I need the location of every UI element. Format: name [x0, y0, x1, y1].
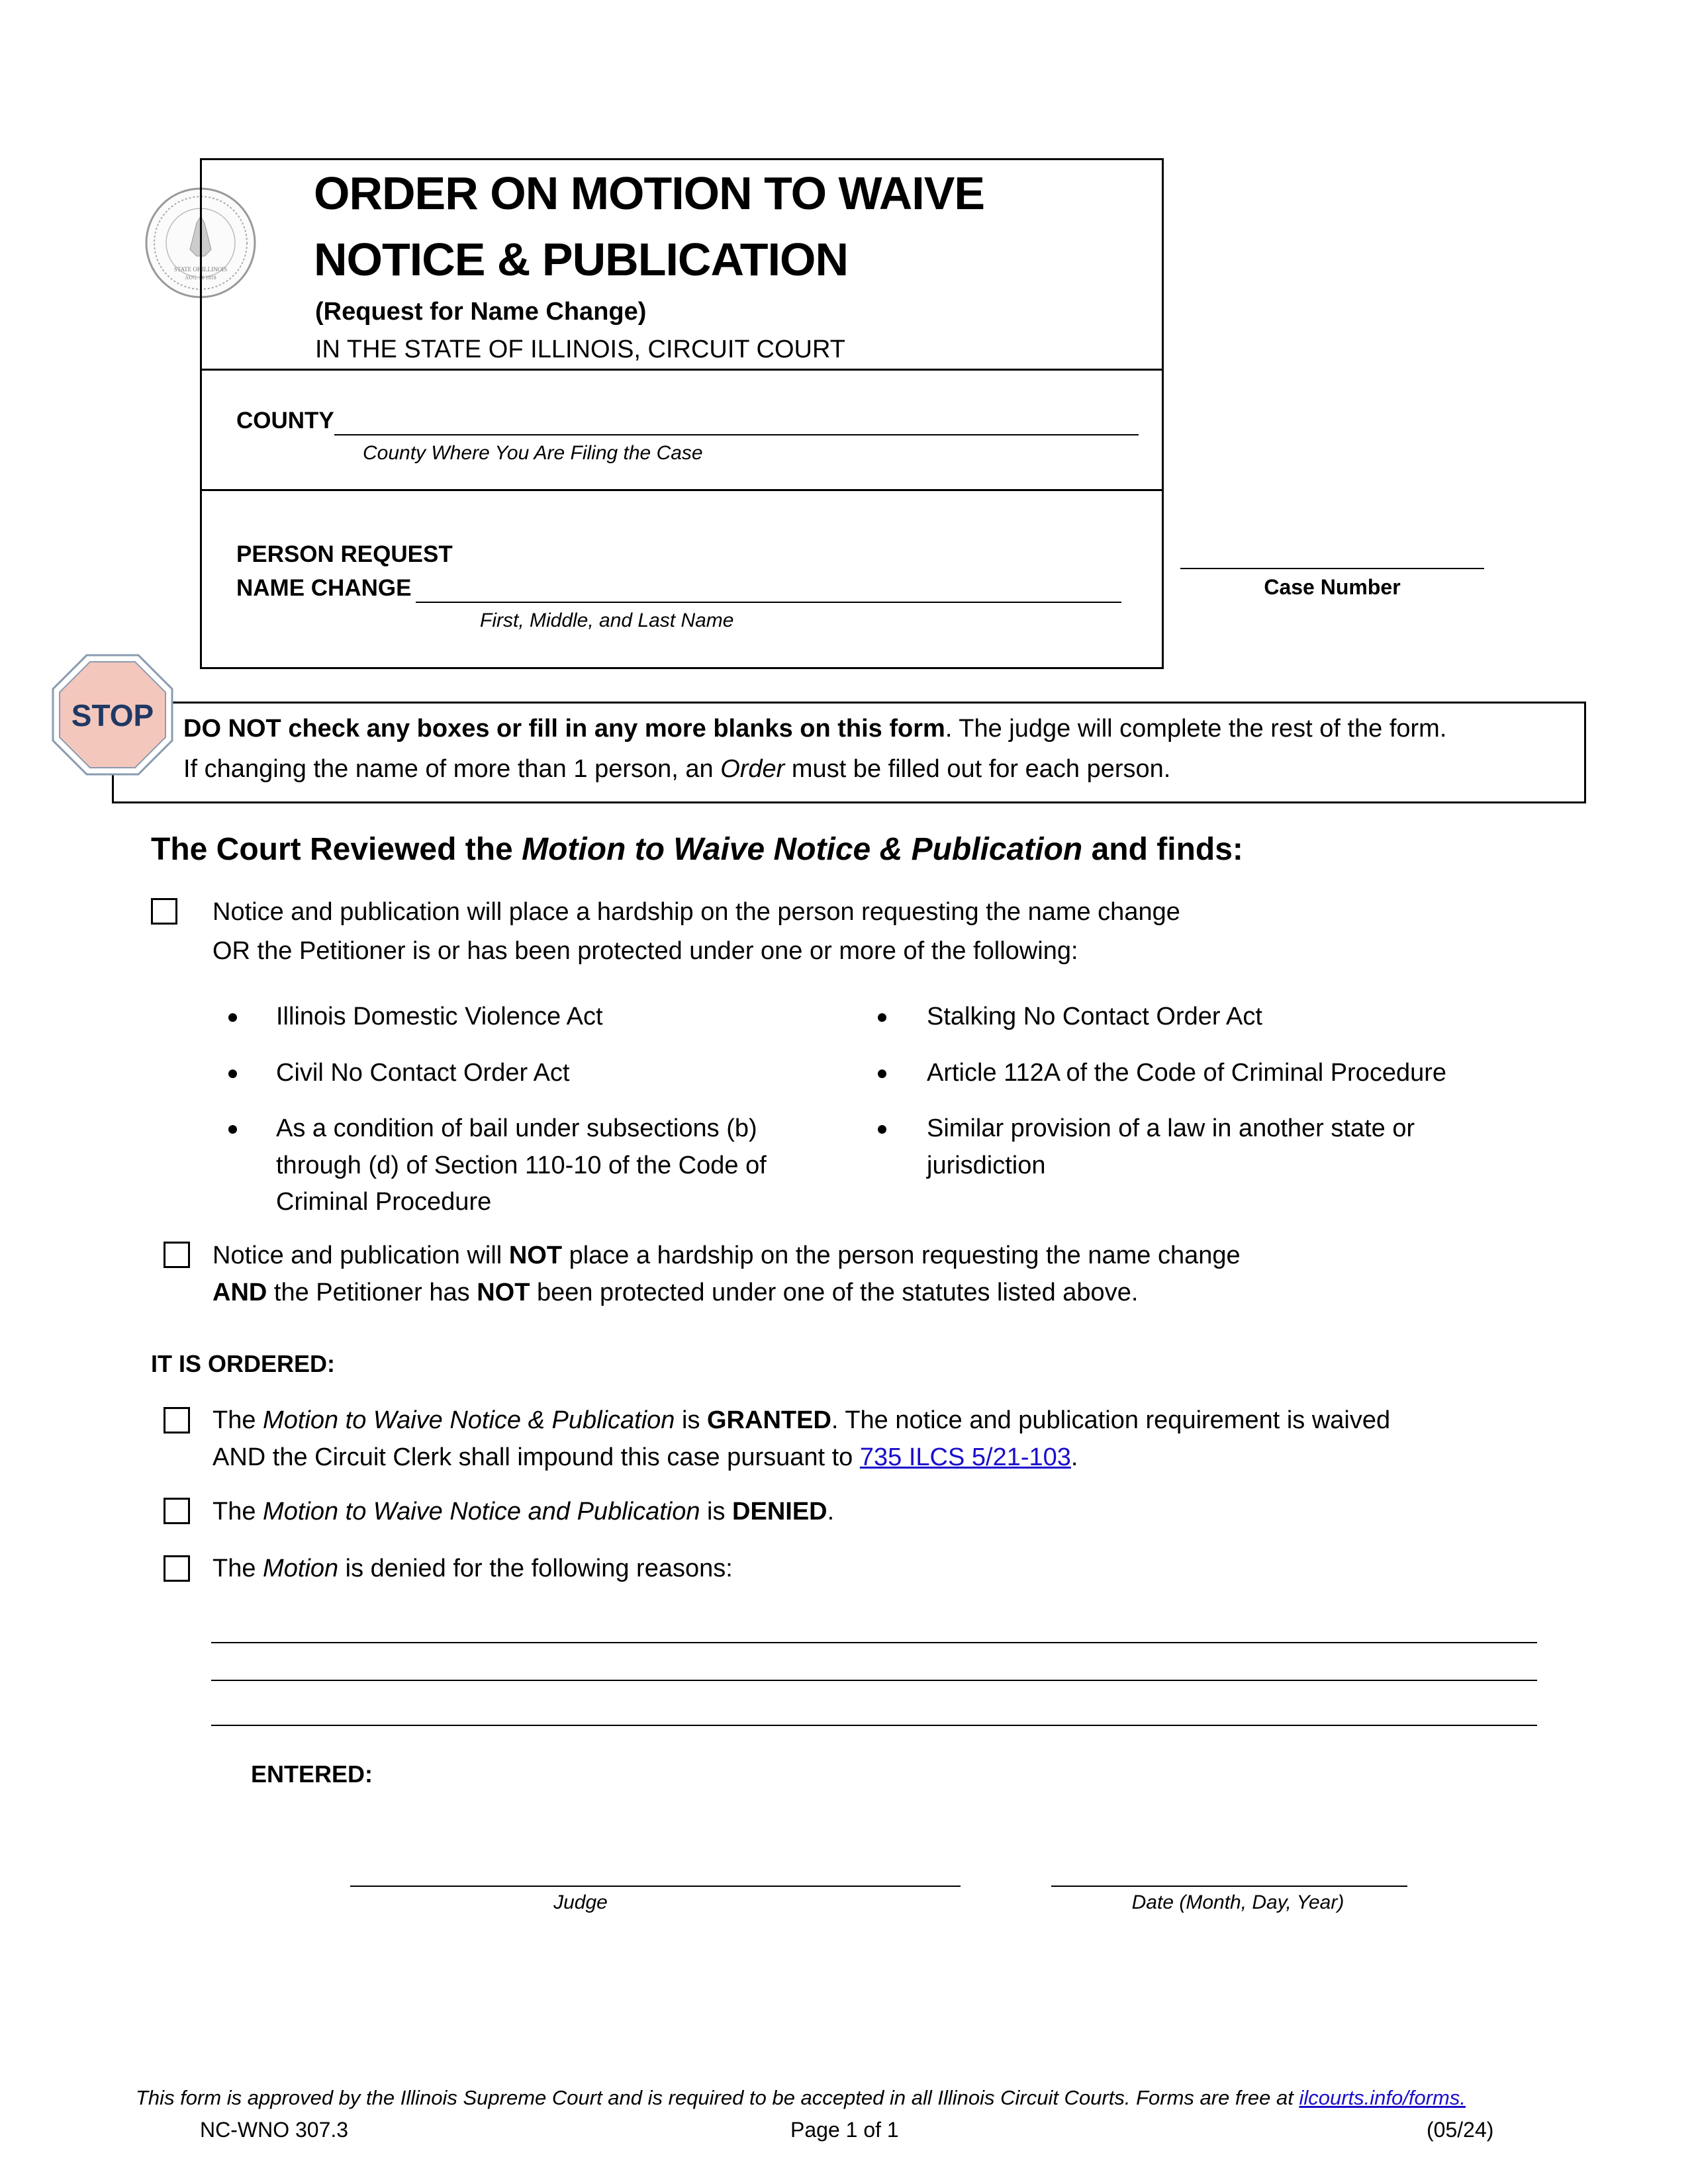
- stop-line1: [183, 715, 1446, 743]
- text: is: [675, 1406, 707, 1434]
- reason-field-2[interactable]: [211, 1680, 1537, 1681]
- text: The: [212, 1498, 263, 1525]
- county-hint: County Where You Are Filing the Case: [363, 442, 703, 464]
- statute-item: Article 112A of the Code of Criminal Procedure: [927, 1059, 1447, 1087]
- judge-signature-field[interactable]: [350, 1886, 961, 1887]
- text: AND the Circuit Clerk shall impound this case pursuant to: [212, 1443, 860, 1471]
- no-hardship-line2: [212, 1274, 1138, 1311]
- statute-item: Stalking No Contact Order Act: [927, 1003, 1262, 1030]
- text-bold: GRANTED: [707, 1406, 831, 1434]
- statute-item: Civil No Contact Order Act: [276, 1059, 570, 1087]
- granted-checkbox[interactable]: [164, 1407, 190, 1433]
- text: is: [700, 1498, 733, 1525]
- bullet-icon: [228, 1069, 237, 1078]
- form-subtitle: (Request for Name Change): [315, 298, 647, 326]
- hardship-checkbox[interactable]: [151, 898, 177, 925]
- text-bold: NOT: [477, 1279, 530, 1306]
- denied-checkbox[interactable]: [164, 1498, 190, 1524]
- case-number-label: Case Number: [1264, 575, 1401, 599]
- reason-field-1[interactable]: [211, 1642, 1537, 1643]
- text-bold: DENIED: [732, 1498, 827, 1525]
- page-number: Page 1 of 1: [790, 2118, 899, 2142]
- forms-link[interactable]: ilcourts.info/forms.: [1299, 2086, 1466, 2109]
- text: .: [827, 1498, 835, 1525]
- statute-item-cont: Criminal Procedure: [276, 1188, 492, 1216]
- stop-line2: [183, 755, 1170, 784]
- date-label: Date (Month, Day, Year): [1131, 1891, 1344, 1913]
- form-title-line2: NOTICE & PUBLICATION: [314, 234, 849, 285]
- case-number-field[interactable]: [1180, 568, 1484, 569]
- text-bold: AND: [212, 1279, 267, 1306]
- bullet-icon: [228, 1013, 237, 1022]
- court-name: IN THE STATE OF ILLINOIS, CIRCUIT COURT: [315, 336, 845, 363]
- statute-item: Illinois Domestic Violence Act: [276, 1003, 603, 1030]
- footer-notice-text: This form is approved by the Illinois Supreme Court and is required to be accepted in all Illinois Circuit Courts. Forms are free at: [136, 2086, 1299, 2109]
- hardship-line2: OR the Petitioner is or has been protected under one or more of the following:: [212, 937, 1078, 965]
- text: is denied for the following reasons:: [338, 1555, 733, 1582]
- stop-line2-pre: If changing the name of more than 1 person, an: [183, 755, 721, 783]
- person-name-field[interactable]: [416, 602, 1121, 603]
- heading-italic: Motion to Waive Notice & Publication: [522, 832, 1083, 867]
- county-label: COUNTY: [236, 408, 334, 433]
- stop-sign-icon: [50, 653, 175, 777]
- entered-label: ENTERED:: [251, 1760, 373, 1788]
- county-field[interactable]: [334, 434, 1139, 435]
- text: been protected under one of the statutes listed above.: [530, 1279, 1139, 1306]
- person-name-hint: First, Middle, and Last Name: [480, 610, 734, 631]
- text: The: [212, 1406, 263, 1434]
- stop-sign-text: STOP: [71, 698, 154, 733]
- text-italic: Motion to Waive Notice and Publication: [263, 1498, 700, 1525]
- bullet-icon: [878, 1013, 886, 1022]
- granted-line1: [212, 1402, 1390, 1439]
- denied-line: [212, 1493, 834, 1530]
- stop-warning-rest: . The judge will complete the rest of the form.: [945, 715, 1447, 743]
- date-field[interactable]: [1051, 1886, 1407, 1887]
- denied-reasons-checkbox[interactable]: [164, 1555, 190, 1582]
- statute-item-cont: jurisdiction: [927, 1152, 1046, 1179]
- bullet-icon: [228, 1125, 237, 1134]
- text: place a hardship on the person requesting the name change: [562, 1242, 1241, 1269]
- heading-post: and finds:: [1082, 832, 1243, 867]
- text: The: [212, 1555, 263, 1582]
- heading-pre: The Court Reviewed the: [151, 832, 522, 867]
- findings-heading: [151, 831, 1243, 868]
- statute-item: Similar provision of a law in another state or: [927, 1115, 1415, 1142]
- text: .: [1070, 1443, 1078, 1471]
- text: Notice and publication will: [212, 1242, 509, 1269]
- form-version: (05/24): [1427, 2118, 1494, 2142]
- caption-divider: [200, 489, 1164, 491]
- no-hardship-checkbox[interactable]: [164, 1242, 190, 1268]
- text: the Petitioner has: [267, 1279, 477, 1306]
- text-italic: Motion to Waive Notice & Publication: [263, 1406, 675, 1434]
- statute-item: As a condition of bail under subsections (b): [276, 1115, 757, 1142]
- granted-line2: [212, 1439, 1078, 1476]
- denied-reasons-line: [212, 1550, 733, 1587]
- order-heading: IT IS ORDERED:: [151, 1350, 336, 1377]
- hardship-line1: Notice and publication will place a hardship on the person requesting the name change: [212, 898, 1180, 926]
- statute-item-cont: through (d) of Section 110-10 of the Code of: [276, 1152, 767, 1179]
- person-label-line1: PERSON REQUEST: [236, 541, 453, 567]
- caption-divider: [200, 369, 1164, 371]
- judge-label: Judge: [553, 1891, 608, 1913]
- person-label-line2: NAME CHANGE: [236, 575, 412, 601]
- bullet-icon: [878, 1125, 886, 1134]
- no-hardship-line1: [212, 1237, 1241, 1274]
- text: . The notice and publication requirement is waived: [831, 1406, 1391, 1434]
- svg-text:STATE OF ILLINOIS: STATE OF ILLINOIS: [173, 266, 228, 273]
- form-title-line1: ORDER ON MOTION TO WAIVE: [314, 167, 985, 219]
- stop-warning-bold: DO NOT check any boxes or fill in any more blanks on this form: [183, 715, 945, 743]
- text-italic: Motion: [263, 1555, 339, 1582]
- reason-field-3[interactable]: [211, 1725, 1537, 1726]
- stop-line2-italic: Order: [720, 755, 785, 783]
- text-bold: NOT: [508, 1242, 563, 1269]
- footer-notice: [136, 2086, 1466, 2110]
- bullet-icon: [878, 1069, 886, 1078]
- statute-link[interactable]: 735 ILCS 5/21-103: [859, 1443, 1071, 1471]
- form-id: NC-WNO 307.3: [200, 2118, 349, 2142]
- svg-text:AUG. 26 1818: AUG. 26 1818: [185, 275, 216, 281]
- stop-line2-post: must be filled out for each person.: [784, 755, 1171, 783]
